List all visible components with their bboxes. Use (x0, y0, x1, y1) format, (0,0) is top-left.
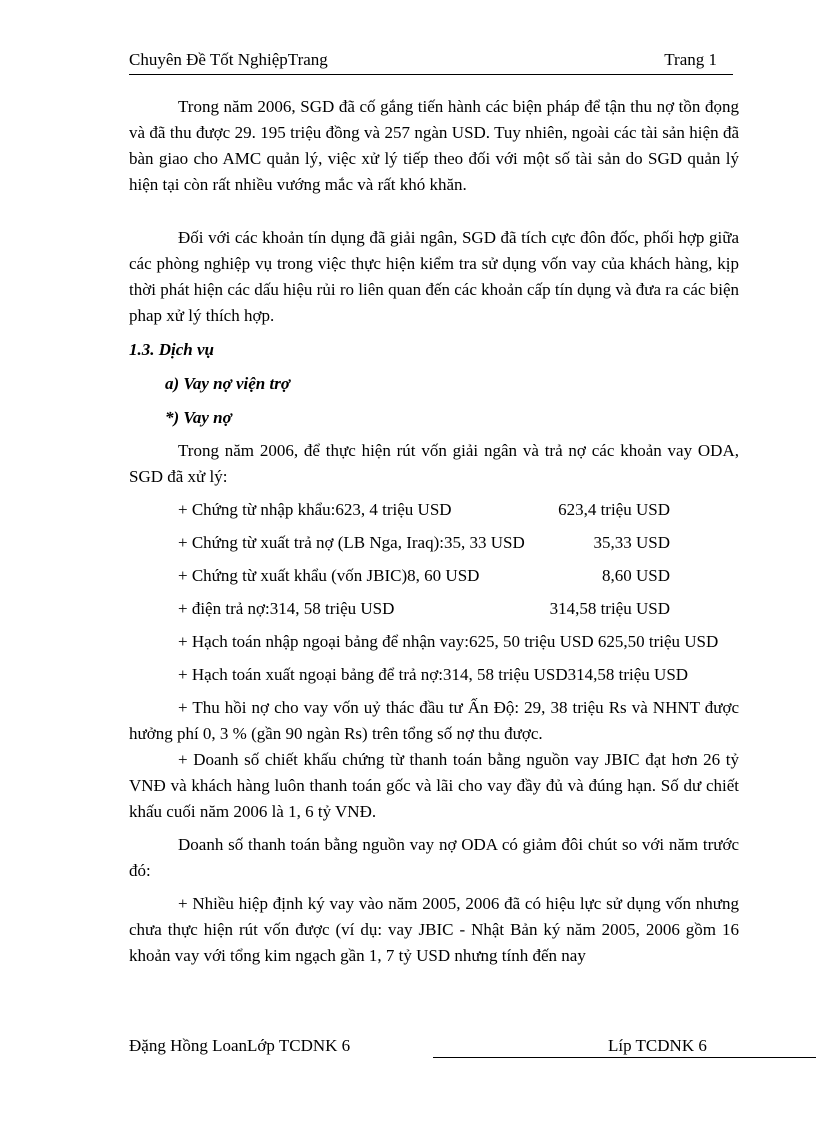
footer-class: Líp TCDNK 6 (608, 1036, 707, 1055)
list-item-label: + Chứng từ xuất khẩu (vốn JBIC)8, 60 USD (178, 566, 480, 585)
page-header (129, 48, 733, 75)
list-item-value: 314,58 triệu USD (549, 599, 670, 618)
list-item-label: + Chứng từ xuất trả nợ (LB Nga, Iraq):35, 33 USD (178, 533, 525, 552)
list-item-value: 35,33 USD (593, 533, 670, 552)
list-item-label: + Chứng từ nhập khẩu:623, 4 triệu USD (178, 500, 452, 519)
footer-divider (433, 1057, 816, 1058)
list-item (129, 497, 739, 523)
paragraph-india-recovery: + Thu hồi nợ cho vay vốn uỷ thác đầu tư Ấn Độ: 29, 38 triệu Rs và NHNT được hưởng phí 0, 3 % (gần 90 ngàn Rs) trên tổng số nợ thu được. (129, 698, 739, 743)
paragraph-import-accounting: + Hạch toán nhập ngoại bảng để nhận vay:625, 50 triệu USD 625,50 triệu USD (178, 632, 719, 651)
paragraph-agreements: + Nhiều hiệp định ký vay vào năm 2005, 2006 đã có hiệu lực sử dụng vốn nhưng chưa thực hiện rút vốn được (ví dụ: vay JBIC - Nhật Bản ký năm 2005, 2006 gồm 16 khoản vay với tổng kim ngạch gần 1, 7 tỷ USD nhưng tính đến nay (129, 894, 739, 965)
paragraph-credit-monitoring: Đối với các khoản tín dụng đã giải ngân, SGD đã tích cực đôn đốc, phối hợp giữa các phòng nghiệp vụ trong việc thực hiện kiểm tra sử dụng vốn vay của khách hàng, kịp thời phát hiện các dấu hiệu rủi ro liên quan đến các khoản cấp tín dụng và đưa ra các biện phap xử lý thích hợp. (129, 228, 739, 325)
subsection-heading-a: a) Vay nợ viện trợ (165, 374, 290, 393)
paragraph-oda-intro: Trong năm 2006, để thực hiện rút vốn giải ngân và trả nợ các khoản vay ODA, SGD đã xử lý: (129, 441, 739, 486)
list-item (129, 530, 739, 556)
document-body (129, 94, 739, 969)
paragraph-export-accounting: + Hạch toán xuất ngoại bảng để trả nợ:314, 58 triệu USD314,58 triệu USD (178, 665, 689, 684)
section-heading: 1.3. Dịch vụ (129, 340, 214, 359)
list-item (129, 563, 739, 589)
list-item-value: 8,60 USD (601, 566, 670, 585)
paragraph-jbic-discount: + Doanh số chiết khấu chứng từ thanh toán bằng nguồn vay JBIC đạt hơn 26 tỷ VNĐ và khách hàng luôn thanh toán gốc và lãi cho vay đầy đủ và đúng hạn. Số dư chiết khấu cuối năm 2006 là 1, 6 tỷ VNĐ. (129, 750, 739, 821)
footer-author: Đặng Hồng LoanLớp TCDNK 6 (129, 1036, 351, 1055)
list-item-label: + điện trả nợ:314, 58 triệu USD (178, 599, 395, 618)
subsection-heading-b: *) Vay nợ (165, 408, 232, 427)
paragraph-oda-decrease: Doanh số thanh toán bằng nguồn vay nợ ODA có giảm đôi chút so với năm trước đó: (129, 835, 739, 880)
list-item-value: 623,4 triệu USD (558, 500, 670, 519)
header-title: Chuyên Đề Tốt NghiệpTrang (129, 50, 328, 69)
page-footer (129, 1036, 816, 1060)
list-item (129, 596, 739, 622)
header-page-number: Trang 1 (664, 50, 717, 69)
paragraph-debt-recovery: Trong năm 2006, SGD đã cố gắng tiến hành các biện pháp để tận thu nợ tồn đọng và đã thu được 29. 195 triệu đồng và 257 ngàn USD. Tuy nhiên, ngoài các tài sản hiện đã bàn giao cho AMC quản lý, việc xử lý tiếp theo đối với một số tài sản do SGD quản lý hiện tại còn rất nhiều vướng mắc và rất khó khăn. (129, 97, 739, 194)
